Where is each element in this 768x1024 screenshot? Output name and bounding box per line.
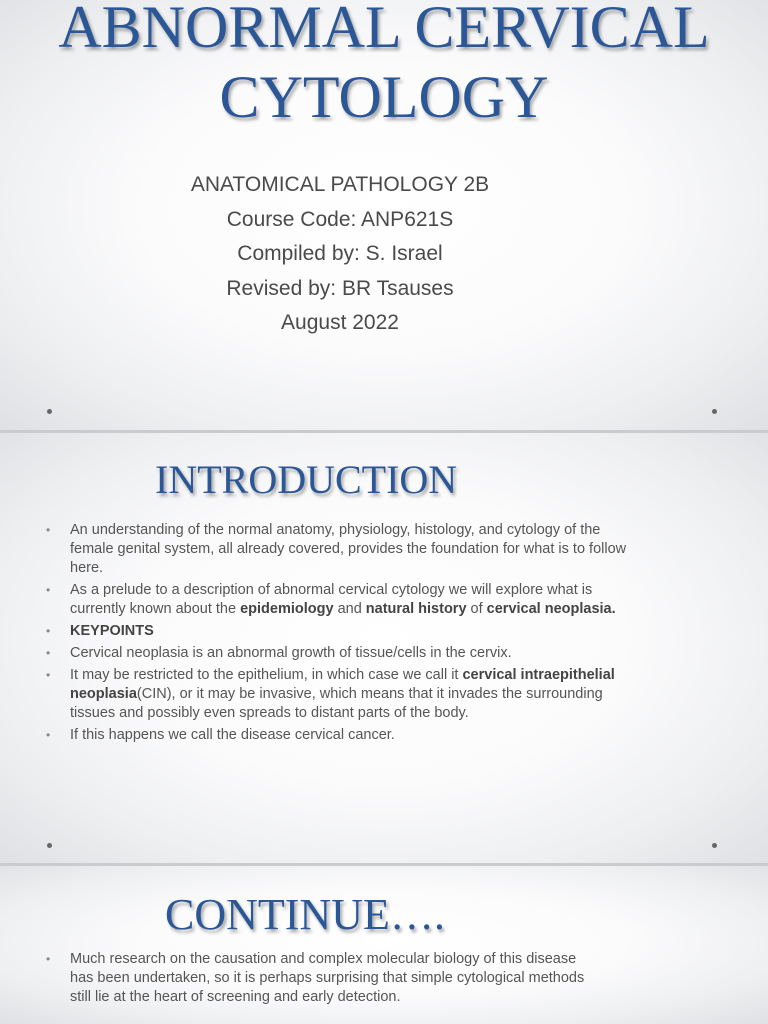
corner-dot-left [47, 843, 52, 848]
keypoints-heading: KEYPOINTS [70, 623, 154, 639]
bullet-icon: • [46, 668, 51, 682]
list-item: • Cervical neoplasia is an abnormal growth of tissue/cells in the cervix. [46, 645, 512, 661]
date: August 2022 [281, 311, 399, 334]
corner-dot-right [712, 843, 717, 848]
bullet-icon: • [46, 624, 51, 638]
introduction-slide [0, 433, 768, 863]
corner-dot-right [712, 409, 717, 414]
compiled-by: Compiled by: S. Israel [237, 242, 443, 265]
course-code: Course Code: ANP621S [226, 207, 454, 231]
slide-title: INTRODUCTION [155, 457, 458, 502]
title-slide [0, 0, 768, 430]
bullet-icon: • [46, 583, 51, 597]
keyword-natural-history: natural history [365, 601, 467, 617]
bullet-icon: • [46, 646, 51, 660]
keyword-cin: cervical intraepithelial neoplasia [70, 667, 615, 702]
bullet-icon: • [46, 952, 51, 966]
revised-by: Revised by: BR Tsauses [226, 276, 454, 300]
keyword-cervical-neoplasia: cervical neoplasia. [486, 601, 616, 617]
list-item: • An understanding of the normal anatomy, physiology, histology, and cytology of the female genital system, all already covered, provides the foundation for what is to follow here. [46, 522, 627, 576]
bullet-list [46, 950, 586, 1010]
list-item: • As a prelude to a description of abnormal cervical cytology we will explore what is currently known about the epidemiology and natural history of cervical neoplasia. [46, 582, 616, 617]
corner-dot-left [47, 409, 52, 414]
keyword-epidemiology: epidemiology [240, 601, 334, 617]
bullet-icon: • [46, 728, 51, 742]
slide-title: ABNORMAL CERVICAL CYTOLOGY [58, 0, 710, 130]
course-details [120, 168, 560, 341]
list-item: • Much research on the causation and complex molecular biology of this disease has been undertaken, so it is perhaps surprising that simple cytological methods still lie at the heart of screening and early detection. [46, 951, 585, 1005]
course-name: ANATOMICAL PATHOLOGY 2B [190, 173, 490, 196]
bullet-list [46, 521, 646, 748]
list-item: • If this happens we call the disease cervical cancer. [46, 727, 395, 743]
bullet-icon: • [46, 523, 51, 537]
slide-title: CONTINUE…. [165, 890, 445, 939]
list-item: • It may be restricted to the epithelium, in which case we call it cervical intraepithelial neoplasia(CIN), or it may be invasive, which means that it invades the surrounding tissues and possibly even spreads to distant parts of the body. [46, 667, 615, 721]
list-item [46, 622, 646, 641]
continue-slide [0, 866, 768, 1024]
